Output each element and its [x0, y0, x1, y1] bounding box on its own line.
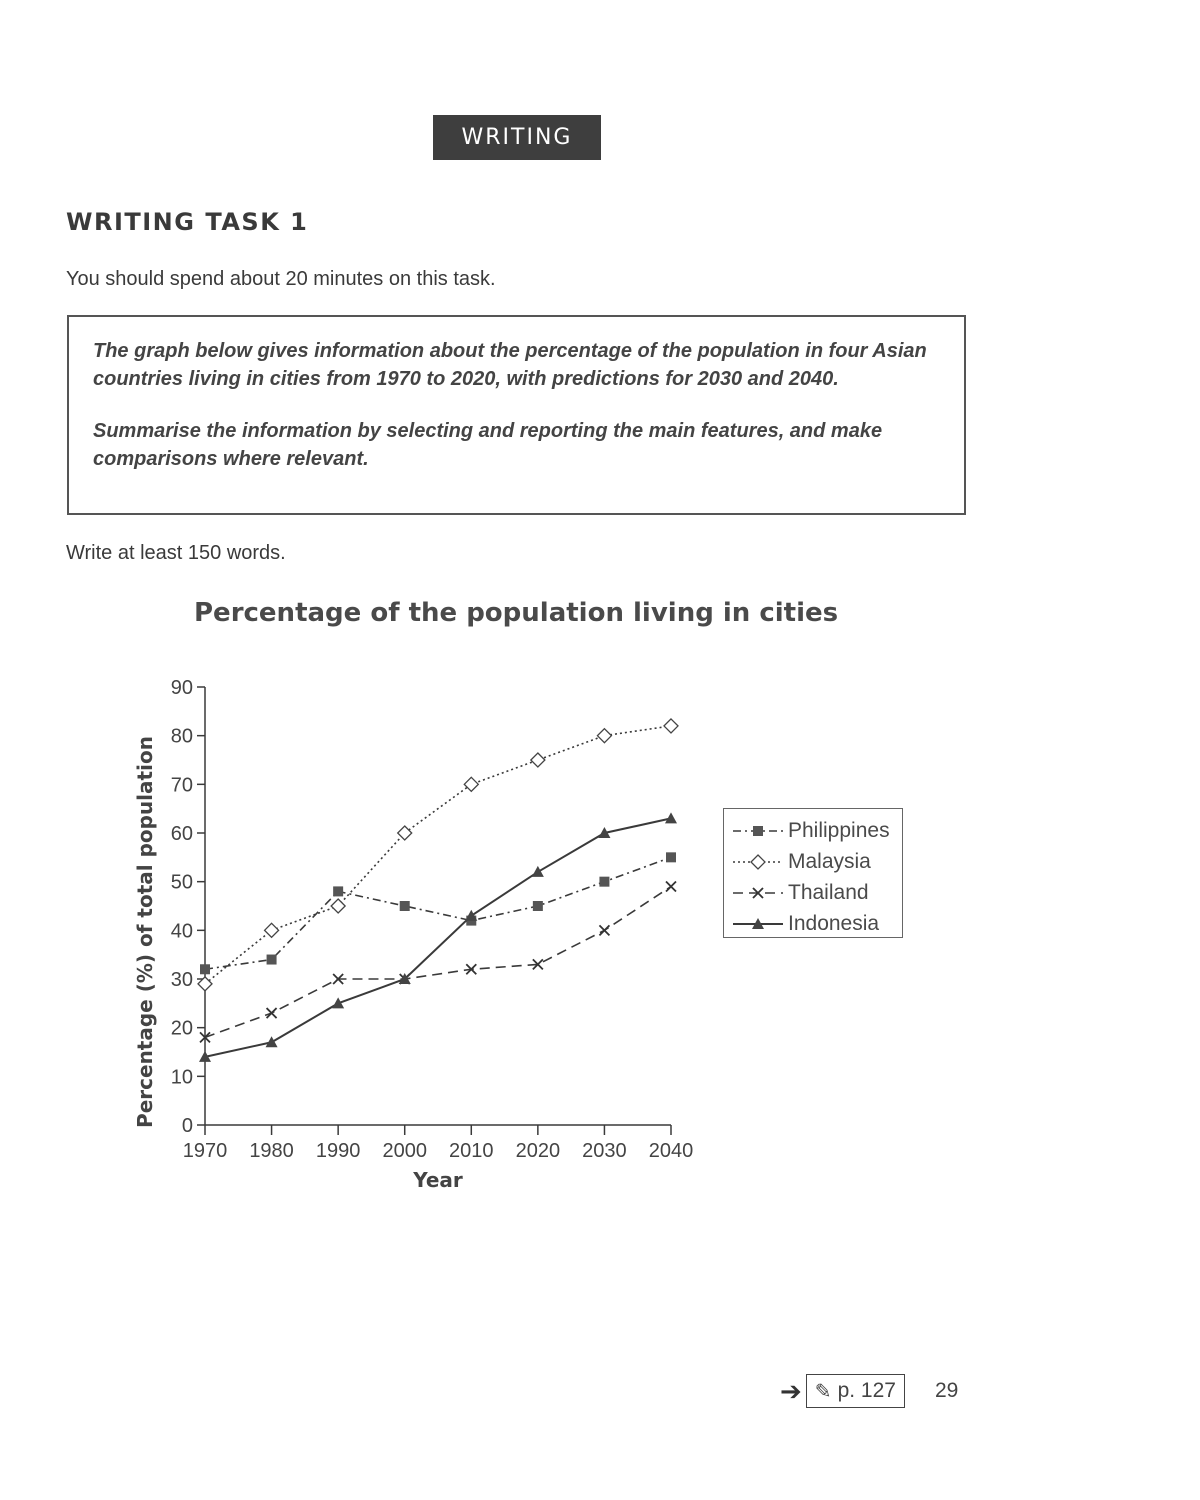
legend-label-thailand: Thailand: [788, 880, 869, 904]
data-point-malaysia: [664, 719, 678, 733]
page-reference[interactable]: [806, 1374, 905, 1408]
y-tick-label: 70: [170, 774, 193, 797]
y-tick-label: 30: [170, 969, 193, 991]
data-point-malaysia: [331, 899, 345, 913]
data-point-philippines: [333, 886, 343, 896]
data-point-philippines: [666, 852, 676, 862]
x-tick-label: 2040: [648, 1140, 694, 1162]
x-axis-label: Year: [413, 1168, 463, 1192]
prompt-text-1: The graph below gives information about the percentage of the population in four Asian countries living in cities from 1970 to 2020, with predictions for 2030 and 2040.: [93, 340, 927, 390]
data-point-philippines: [267, 955, 277, 965]
x-tick-label: 2030: [582, 1140, 627, 1162]
legend-label-philippines: Philippines: [788, 818, 890, 842]
y-tick-label: 0: [181, 1115, 193, 1137]
legend-label-malaysia: Malaysia: [788, 849, 871, 873]
chart-legend: [723, 808, 903, 938]
x-tick-label: 2020: [515, 1140, 561, 1162]
y-tick-label: 50: [170, 871, 193, 894]
legend-item-philippines: [730, 815, 902, 846]
x-tick-label: 2010: [449, 1140, 494, 1162]
y-tick-label: 20: [170, 1017, 193, 1040]
legend-swatch-indonesia: [730, 914, 786, 934]
series-philippines: [200, 852, 676, 974]
series-line-malaysia: [205, 726, 671, 984]
section-header: WRITING: [433, 115, 601, 160]
x-tick-label: 1980: [249, 1140, 294, 1162]
y-tick-label: 60: [170, 823, 193, 845]
data-point-philippines: [599, 877, 609, 887]
data-point-malaysia: [464, 777, 478, 791]
y-tick-label: 90: [170, 677, 193, 699]
legend-marker-malaysia: [751, 855, 765, 869]
legend-label-indonesia: Indonesia: [788, 911, 880, 935]
footer: [780, 1374, 958, 1408]
x-tick-label: 2000: [382, 1140, 427, 1162]
arrow-icon: ➔: [780, 1375, 802, 1406]
legend-item-thailand: [730, 877, 902, 908]
data-point-malaysia: [398, 826, 412, 840]
y-axis-label: Percentage (%) of total population: [133, 736, 157, 1128]
task-instruction: You should spend about 20 minutes on this task.: [66, 268, 496, 290]
legend-swatch-thailand: [730, 883, 786, 903]
word-count-instruction: Write at least 150 words.: [66, 542, 286, 564]
data-point-malaysia: [531, 753, 545, 767]
data-point-philippines: [200, 964, 210, 974]
legend-item-malaysia: [730, 846, 902, 877]
prompt-text-2: Summarise the information by selecting and reporting the main features, and make comparisons where relevant.: [93, 420, 883, 470]
legend-swatch-malaysia: [730, 852, 786, 872]
data-point-malaysia: [265, 923, 279, 937]
data-point-indonesia: [266, 1036, 278, 1047]
legend-swatch-philippines: [730, 821, 786, 841]
pencil-icon: ✎: [814, 1380, 832, 1403]
x-tick-label: 1990: [315, 1140, 361, 1162]
series-line-philippines: [205, 857, 671, 969]
page-number: 29: [934, 1379, 959, 1402]
data-point-indonesia: [665, 812, 677, 823]
y-tick-label: 80: [170, 725, 193, 748]
data-point-thailand: [666, 882, 676, 892]
data-point-thailand: [267, 1008, 277, 1018]
series-line-indonesia: [205, 818, 671, 1056]
data-point-philippines: [533, 901, 543, 911]
data-point-malaysia: [597, 729, 611, 743]
page-reference-label: p. 127: [837, 1379, 896, 1402]
chart-title: Percentage of the population living in cities: [194, 598, 839, 628]
data-point-philippines: [400, 901, 410, 911]
legend-item-indonesia: [730, 908, 902, 939]
task-heading: WRITING TASK 1: [66, 208, 309, 236]
data-point-indonesia: [532, 866, 544, 877]
data-point-thailand: [599, 925, 609, 935]
y-tick-label: 40: [170, 920, 193, 943]
series-malaysia: [198, 719, 678, 991]
x-tick-label: 1970: [182, 1140, 228, 1162]
data-point-indonesia: [465, 910, 477, 921]
legend-marker-philippines: [753, 826, 763, 836]
y-tick-label: 10: [170, 1066, 193, 1089]
